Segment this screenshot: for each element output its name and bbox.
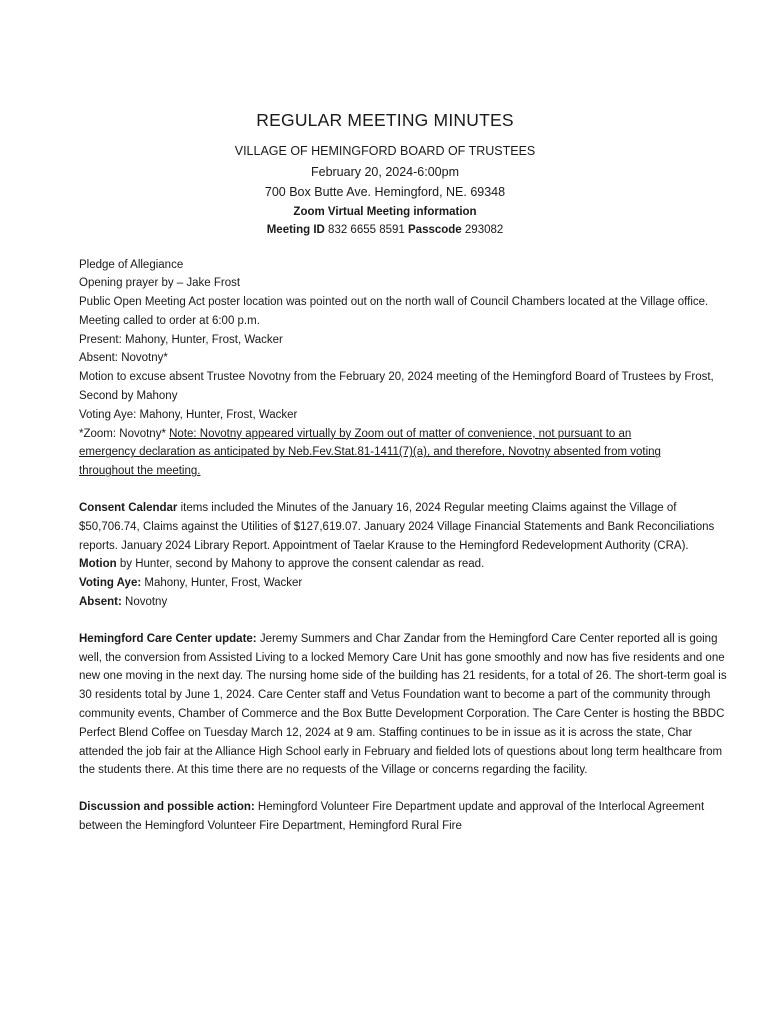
voting-aye-line: Voting Aye: Mahony, Hunter, Frost, Wacker (79, 408, 298, 421)
zoom-note-prefix: *Zoom: Novotny* (79, 427, 170, 440)
document-title: REGULAR MEETING MINUTES (256, 110, 514, 130)
care-center-section (79, 630, 729, 780)
zoom-info-heading: Zoom Virtual Meeting information (293, 205, 477, 218)
consent-section (79, 499, 729, 612)
care-center-label: Hemingford Care Center update: (79, 632, 257, 645)
consent-motion-label: Motion (79, 558, 117, 571)
passcode-label: Passcode (408, 223, 462, 236)
meeting-address: 700 Box Butte Ave. Hemingford, NE. 69348 (264, 185, 506, 199)
consent-motion-text: by Hunter, second by Mahony to approve the consent calendar as read. (116, 558, 485, 571)
zoom-note (79, 425, 669, 481)
absent-line: Absent: Novotny* (79, 352, 168, 365)
care-center-text: Jeremy Summers and Char Zandar from the Hemingford Care Center reported all is going well, the conversion from Assisted Living to a locked Memory Care Unit has gone smoothly and now has five residents and one new one moving in the next day. The nursing home side of the building has 21 residents, for a total of 26. The short-term goal is 30 residents total by June 1, 2024. Care Center staff and Vetus Foundation want to become a part of the community through community events, Chamber of Commerce and the Box Butte Development Corporation. The Care Center is hosting the BBDC Perfect Blend Coffee on Tuesday March 12, 2024 at 9 am. Staffing continues to be in issue as it is across the state, Char attended the job fair at the Alliance High School early in February and fielded lots of questions about long term healthcare from the students there. At this time there are no requests of the Village or concerns regarding the facility. (79, 632, 727, 777)
consent-aye (79, 574, 729, 593)
pledge-line: Pledge of Allegiance (79, 258, 184, 271)
consent-aye-text: Mahony, Hunter, Frost, Wacker (141, 577, 303, 590)
prayer-line: Opening prayer by – Jake Frost (79, 277, 241, 290)
consent-label: Consent Calendar (79, 502, 178, 515)
discussion-text: Hemingford Volunteer Fire Department update and approval of the Interlocal Agreement between the Hemingford Volunteer Fire Department, Hemingford Rural Fire (79, 801, 705, 833)
minutes-header (0, 110, 770, 239)
opening-section (79, 256, 729, 425)
passcode-value: 293082 (461, 223, 504, 236)
care-center-paragraph (79, 630, 729, 780)
meeting-date: February 20, 2024-6:00pm (310, 164, 459, 179)
excuse-motion-line: Motion to excuse absent Trustee Novotny from the February 20, 2024 meeting of the Hemingford Board of Trustees by Frost, Second by Mahony (79, 371, 714, 403)
board-name: VILLAGE OF HEMINGFORD BOARD OF TRUSTEES (234, 144, 536, 158)
consent-absent (79, 593, 729, 612)
minutes-body (79, 256, 729, 836)
consent-aye-label: Voting Aye: (79, 577, 142, 590)
consent-paragraph (79, 499, 729, 555)
consent-absent-text: Novotny (121, 596, 168, 609)
consent-absent-label: Absent: (79, 596, 122, 609)
zoom-note-text: Note: Novotny appeared virtually by Zoom out of matter of convenience, not pursuant to an emergency declaration as anticipated by Neb.Fev.Stat.81-1411(7)(a), and therefore, Novotny absented from voting throughout the meeting. (79, 427, 661, 478)
meeting-id-value: 832 6655 8591 (324, 223, 408, 236)
consent-motion (79, 555, 729, 574)
meeting-id-label: Meeting ID (266, 223, 325, 236)
poster-line: Public Open Meeting Act poster location was pointed out on the north wall of Council Chambers located at the Village office. (79, 296, 709, 309)
zoom-credentials (0, 221, 770, 239)
called-to-order-line: Meeting called to order at 6:00 p.m. (79, 314, 260, 327)
discussion-paragraph (79, 798, 729, 836)
discussion-section (79, 798, 729, 836)
consent-text: items included the Minutes of the January 16, 2024 Regular meeting Claims against the Village of $50,706.74, Claims against the Utilities of $127,619.07. January 2024 Village Financial Statements and Bank Reconciliations reports. January 2024 Library Report. Appointment of Taelar Krause to the Hemingford Redevelopment Authority (CRA). (79, 502, 715, 552)
present-line: Present: Mahony, Hunter, Frost, Wacker (79, 333, 283, 346)
discussion-label: Discussion and possible action: (79, 801, 255, 814)
